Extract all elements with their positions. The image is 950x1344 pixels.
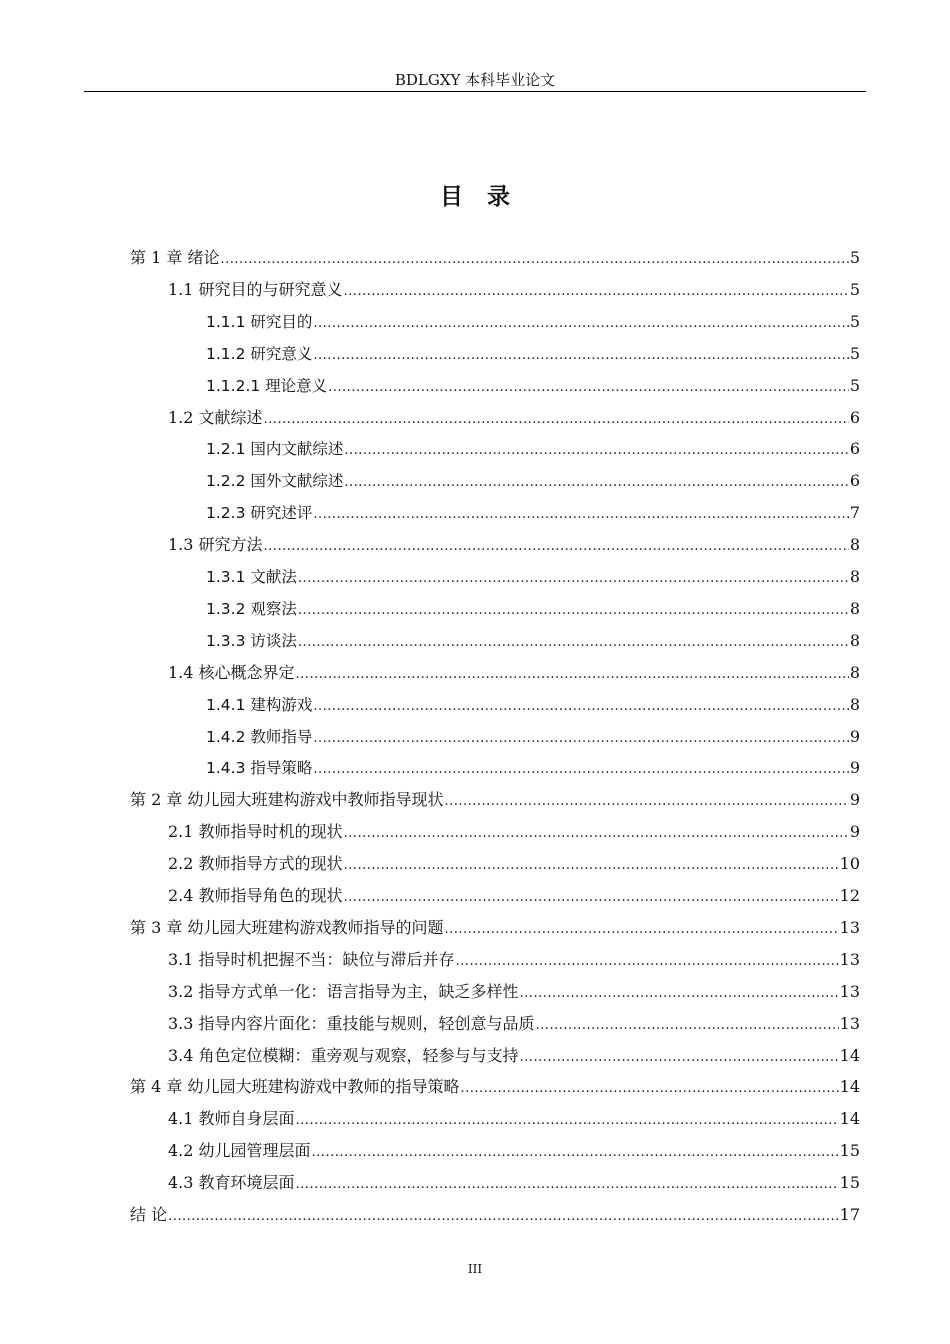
toc-entry-page: 14 [839, 1077, 860, 1097]
toc-leader-dots [344, 274, 849, 306]
toc-leader-dots [520, 976, 839, 1008]
toc-entry-page: 14 [839, 1045, 860, 1065]
toc-entry[interactable] [130, 1199, 860, 1231]
toc-entry-label: 4.1 教师自身层面 [168, 1109, 295, 1129]
toc-leader-dots [313, 752, 848, 784]
toc-entry-label: 1.1.2 研究意义 [206, 344, 313, 363]
toc-entry-page: 9 [849, 790, 860, 810]
toc-entry-label: 1.1 研究目的与研究意义 [168, 279, 343, 299]
toc-entry[interactable] [206, 752, 860, 784]
toc-leader-dots [444, 784, 848, 816]
toc-entry-page: 8 [849, 598, 860, 618]
toc-entry-label: 1.2.3 研究述评 [206, 504, 313, 523]
toc-leader-dots [296, 1103, 839, 1135]
toc-leader-dots [313, 689, 848, 721]
toc-leader-dots [460, 1071, 838, 1103]
toc-entry-page: 13 [839, 981, 860, 1001]
toc-leader-dots [536, 1008, 839, 1040]
toc-entry[interactable] [130, 1071, 860, 1103]
toc-entry[interactable] [206, 338, 860, 370]
toc-entry-label: 1.4.2 教师指导 [206, 727, 313, 746]
toc-entry-page: 13 [839, 1013, 860, 1033]
toc-leader-dots [298, 593, 849, 625]
toc-leader-dots [444, 912, 838, 944]
toc-entry-page: 9 [849, 758, 860, 778]
toc-leader-dots [344, 848, 839, 880]
toc-entry[interactable] [168, 976, 860, 1008]
toc-entry-page: 8 [849, 567, 860, 586]
toc-entry-page: 8 [849, 535, 860, 555]
toc-entry-label: 1.1.2.1 理论意义 [206, 376, 328, 395]
toc-entry-page: 6 [849, 439, 860, 459]
toc-entry-label: 结 论 [130, 1205, 168, 1224]
toc-entry-label: 4.2 幼儿园管理层面 [168, 1141, 311, 1161]
toc-entry-page: 5 [849, 279, 860, 299]
toc-leader-dots [296, 1167, 839, 1199]
toc-entry-page: 7 [849, 503, 860, 523]
toc-entry[interactable] [168, 274, 860, 306]
toc-entry-label: 第 2 章 幼儿园大班建构游戏中教师指导现状 [130, 790, 444, 810]
toc-entry[interactable] [168, 1008, 860, 1040]
toc-entry-label: 1.1.1 研究目的 [206, 312, 313, 331]
toc-entry-label: 1.3 研究方法 [168, 535, 263, 555]
toc-entry-page: 9 [849, 822, 860, 842]
toc-entry-label: 1.2.1 国内文献综述 [206, 440, 344, 459]
toc-leader-dots [313, 721, 848, 753]
toc-entry[interactable] [130, 784, 860, 816]
toc-entry[interactable] [206, 306, 860, 338]
toc-leader-dots [344, 880, 839, 912]
toc-entry-page: 14 [839, 1109, 860, 1129]
toc-entry-label: 2.4 教师指导角色的现状 [168, 886, 343, 905]
toc-leader-dots [520, 1040, 839, 1072]
toc-entry[interactable] [168, 1135, 860, 1167]
toc-leader-dots [296, 657, 849, 689]
toc-entry-label: 3.4 角色定位模糊：重旁观与观察，轻参与与支持 [168, 1045, 519, 1065]
toc-leader-dots [264, 529, 849, 561]
toc-entry[interactable] [168, 1040, 860, 1072]
toc-entry-page: 8 [849, 694, 860, 714]
toc-entry[interactable] [206, 370, 860, 402]
toc-leader-dots [264, 402, 849, 434]
toc-entry-page: 8 [849, 630, 860, 650]
toc-entry[interactable] [168, 657, 860, 689]
toc-leader-dots [168, 1199, 839, 1231]
toc-leader-dots [344, 816, 849, 848]
toc-entry-label: 2.2 教师指导方式的现状 [168, 854, 343, 874]
toc-leader-dots [220, 242, 848, 274]
toc-entry[interactable] [206, 561, 860, 593]
toc-entry-label: 3.3 指导内容片面化：重技能与规则，轻创意与品质 [168, 1013, 535, 1033]
toc-entry-label: 4.3 教育环境层面 [168, 1173, 295, 1193]
toc-entry-label: 1.2 文献综述 [168, 407, 263, 427]
toc-leader-dots [328, 370, 849, 402]
toc-leader-dots [313, 306, 848, 338]
toc-entry-page: 8 [849, 662, 860, 682]
toc-entry-label: 3.2 指导方式单一化：语言指导为主，缺乏多样性 [168, 981, 519, 1001]
page-number: III [467, 1262, 483, 1276]
toc-entry-label: 1.3.2 观察法 [206, 599, 297, 618]
toc-title: 目录 [440, 184, 534, 210]
toc-entry-page: 5 [849, 248, 860, 267]
toc-entry[interactable] [206, 465, 860, 497]
toc-entry[interactable] [130, 912, 860, 944]
toc-entry-page: 12 [839, 886, 860, 905]
toc-entry-label: 1.3.1 文献法 [206, 568, 297, 586]
toc-entry-label: 2.1 教师指导时机的现状 [168, 822, 343, 842]
toc-entry[interactable] [168, 848, 860, 880]
toc-entry[interactable] [206, 497, 860, 529]
toc-entry[interactable] [168, 944, 860, 976]
toc-entry-page: 17 [839, 1205, 860, 1224]
toc-entry[interactable] [168, 880, 860, 912]
toc-entry[interactable] [206, 721, 860, 753]
toc-entry[interactable] [206, 433, 860, 465]
toc-entry[interactable] [168, 816, 860, 848]
toc-leader-dots [313, 338, 848, 370]
toc-entry-page: 15 [839, 1173, 860, 1193]
toc-entry[interactable] [206, 689, 860, 721]
toc-entry-page: 9 [849, 726, 860, 746]
toc-entry[interactable] [130, 242, 860, 274]
toc-entry-page: 10 [839, 854, 860, 874]
header-rule [84, 91, 866, 92]
toc-entry-page: 15 [839, 1141, 860, 1161]
toc-entry-label: 第 3 章 幼儿园大班建构游戏教师指导的问题 [130, 917, 444, 937]
toc-leader-dots [312, 1135, 839, 1167]
toc-entry-page: 5 [849, 375, 860, 395]
toc-entry-page: 5 [849, 343, 860, 363]
toc-leader-dots [456, 944, 839, 976]
toc-entry-label: 1.4 核心概念界定 [168, 662, 295, 682]
toc-entry-page: 5 [849, 311, 860, 331]
running-header: BDLGXY 本科毕业论文 [394, 71, 556, 89]
toc-entry[interactable] [168, 1167, 860, 1199]
toc-entry[interactable] [168, 402, 860, 434]
toc-entry-page: 6 [849, 471, 860, 491]
toc-entry-label: 1.2.2 国外文献综述 [206, 472, 344, 491]
toc-leader-dots [344, 433, 848, 465]
toc-entry-label: 第 4 章 幼儿园大班建构游戏中教师的指导策略 [130, 1077, 460, 1097]
toc-entry[interactable] [206, 625, 860, 657]
toc-entry-page: 6 [849, 407, 860, 427]
toc-entry[interactable] [206, 593, 860, 625]
toc-entry[interactable] [168, 1103, 860, 1135]
toc-entry-label: 1.4.3 指导策略 [206, 759, 313, 778]
toc-entry-label: 3.1 指导时机把握不当：缺位与滞后并存 [168, 949, 455, 969]
toc-entry-page: 13 [839, 917, 860, 937]
toc-entry-label: 1.3.3 访谈法 [206, 631, 297, 650]
toc-leader-dots [298, 625, 849, 657]
toc-entry-label: 1.4.1 建构游戏 [206, 695, 313, 714]
toc-entry[interactable] [168, 529, 860, 561]
toc-entry-page: 13 [839, 949, 860, 969]
toc-leader-dots [344, 465, 848, 497]
toc-entry-label: 第 1 章 绪论 [130, 248, 220, 267]
toc-leader-dots [313, 497, 848, 529]
toc-leader-dots [298, 561, 849, 593]
